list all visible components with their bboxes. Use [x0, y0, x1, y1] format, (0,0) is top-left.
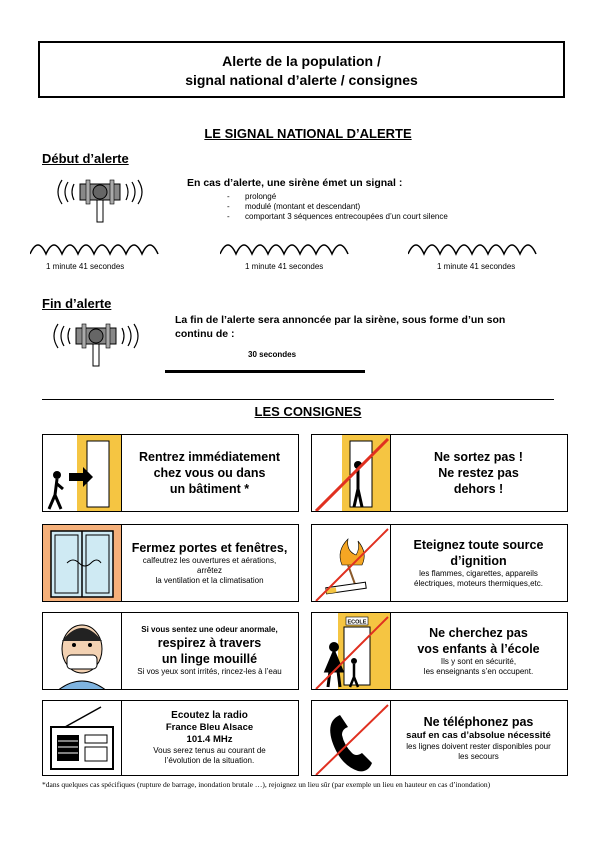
- window-icon: [43, 525, 122, 601]
- card-go-inside: [42, 434, 299, 512]
- wave-duration-label: 1 minute 41 secondes: [245, 262, 324, 271]
- alert-end-text-line: La fin de l’alerte sera annoncée par la sirène, sous forme d’un son: [175, 314, 506, 326]
- end-duration: 30 secondes: [248, 350, 297, 359]
- alert-end-text: [175, 313, 505, 341]
- card-no-ignition: [311, 524, 568, 602]
- list-item: - comportant 3 séquences entrecoupées d’un court silence: [227, 212, 448, 222]
- card-title: Ecoutez la radio: [171, 710, 248, 721]
- wave-icon: [220, 236, 360, 258]
- card-line: dehors !: [453, 482, 504, 496]
- card-line: calfeutrez les ouvertures et aérations,: [142, 556, 277, 565]
- alert-start-text: En cas d’alerte, une sirène émet un signal :: [187, 177, 403, 189]
- siren-icon: [44, 170, 156, 228]
- siren-icon: [40, 314, 152, 372]
- card-line: les lignes doivent rester disponibles pour: [406, 742, 551, 751]
- card-no-phone: [311, 700, 568, 776]
- card-line: Ils y sont en sécurité,: [440, 657, 517, 666]
- card-line: les enseignants s’en occupent.: [423, 667, 534, 676]
- radio-icon: [43, 701, 122, 775]
- card-title: Ne téléphonez pas: [423, 715, 534, 729]
- card-line: respirez à travers: [157, 636, 262, 650]
- card-line: Si vous sentez une odeur anormale,: [141, 625, 278, 634]
- card-line: la ventilation et la climatisation: [155, 576, 264, 585]
- go-inside-icon: [43, 435, 122, 511]
- wave-duration-label: 1 minute 41 secondes: [46, 262, 125, 271]
- continuous-signal-line: [165, 370, 365, 373]
- card-line: électriques, moteurs thermiques,etc.: [414, 579, 543, 588]
- card-title: Fermez portes et fenêtres,: [131, 541, 288, 555]
- list-item: - modulé (montant et descendant): [227, 202, 448, 212]
- wave-icon: [408, 236, 548, 258]
- card-line: sauf en cas d’absolue nécessité: [406, 730, 551, 741]
- card-line: Ne restez pas: [438, 466, 519, 480]
- card-line: un bâtiment *: [169, 482, 250, 496]
- card-line: Ne sortez pas !: [434, 450, 523, 464]
- card-line: chez vous ou dans: [153, 466, 266, 480]
- title-line-1: Alerte de la population /: [222, 53, 381, 69]
- school-icon: [312, 613, 391, 689]
- card-line: 101.4 MHz: [186, 734, 233, 745]
- wet-cloth-icon: [43, 613, 122, 689]
- card-line: Vous serez tenus au courant de: [153, 746, 266, 755]
- no-exit-icon: [312, 435, 391, 511]
- signal-section-title: LE SIGNAL NATIONAL D’ALERTE: [204, 126, 412, 141]
- divider: [42, 399, 554, 400]
- alert-start-label: Début d’alerte: [42, 151, 129, 166]
- card-line: vos enfants à l’école: [417, 642, 540, 656]
- alert-end-label: Fin d’alerte: [42, 296, 112, 311]
- card-line: les secours: [458, 752, 499, 761]
- consignes-section-title: LES CONSIGNES: [254, 404, 362, 419]
- card-line: France Bleu Alsace: [165, 722, 254, 733]
- card-line: Eteignez toute source: [413, 538, 544, 552]
- card-line: un linge mouillé: [161, 652, 258, 666]
- card-school: [311, 612, 568, 690]
- card-stay-inside: [311, 434, 568, 512]
- list-item: - prolongé: [227, 192, 448, 202]
- footnote: *dans quelques cas spécifiques (rupture de barrage, inondation brutale …), rejoignez un lieu sûr (par exemple un lieu en hauteur en cas d’inondation): [42, 780, 491, 789]
- card-line: les flammes, cigarettes, appareils: [419, 569, 538, 578]
- title-line-2: signal national d’alerte / consignes: [185, 72, 418, 88]
- title-box: [38, 41, 565, 98]
- no-phone-icon: [312, 701, 391, 775]
- card-wet-cloth: [42, 612, 299, 690]
- wave-icon: [30, 236, 160, 258]
- alert-end-text-line: continu de :: [175, 328, 235, 340]
- card-line: d’ignition: [450, 554, 507, 568]
- card-radio: [42, 700, 299, 776]
- school-sign-label: ECOLE: [347, 619, 367, 626]
- alert-start-list: [227, 192, 448, 222]
- card-line: arrêtez: [197, 566, 222, 575]
- card-close-windows: [42, 524, 299, 602]
- card-line: Rentrez immédiatement: [138, 450, 280, 464]
- wave-duration-label: 1 minute 41 secondes: [437, 262, 516, 271]
- card-line: l’évolution de la situation.: [164, 756, 255, 765]
- card-line: Si vos yeux sont irrités, rincez-les à l’eau: [137, 667, 282, 676]
- card-line: Ne cherchez pas: [429, 626, 528, 640]
- no-flame-icon: [312, 525, 391, 601]
